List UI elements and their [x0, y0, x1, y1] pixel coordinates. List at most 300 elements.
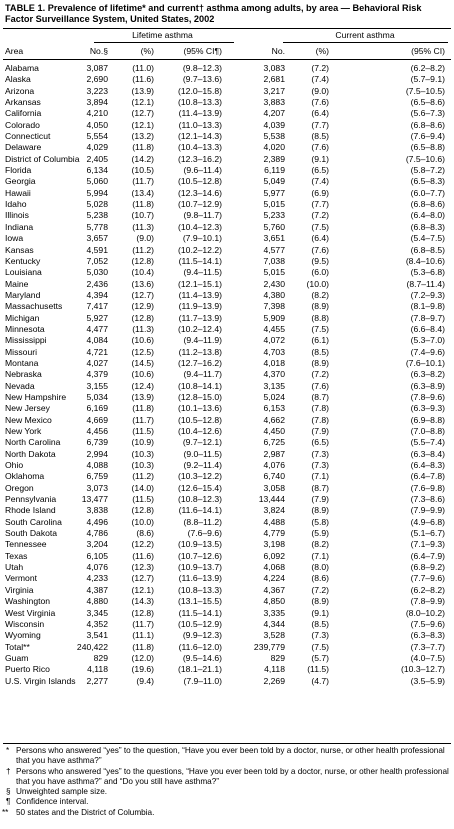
lifetime-ci-cell: (10.7–12.9) — [178, 199, 222, 210]
lifetime-no-cell: 4,669 — [86, 414, 108, 425]
lifetime-ci-cell: (10.4–12.6) — [178, 426, 222, 436]
lifetime-no-cell: 2,405 — [86, 153, 108, 164]
current-pct-cell: (8.2) — [311, 539, 329, 550]
lifetime-ci-cell: (11.5–14.1) — [178, 255, 222, 266]
area-cell: Oregon — [5, 482, 34, 493]
current-no-cell: 5,015 — [263, 267, 285, 278]
area-cell: Michigan — [5, 312, 40, 323]
current-no-cell: 4,370 — [263, 369, 285, 380]
current-pct-cell: (7.9) — [311, 426, 329, 436]
lifetime-ci-cell: (10.5–12.8) — [178, 176, 222, 187]
lifetime-pct-cell: (12.7) — [131, 289, 154, 300]
lifetime-ci-cell: (18.1–21.1) — [178, 664, 222, 675]
footnote-mark: * — [6, 746, 10, 755]
table-row — [0, 494, 454, 505]
area-cell: New Jersey — [5, 403, 50, 414]
table-row — [0, 154, 454, 165]
table-row — [0, 267, 454, 278]
lifetime-pct-cell: (11.8) — [132, 403, 154, 414]
area-cell: Delaware — [5, 142, 42, 153]
table-title: TABLE 1. Prevalence of lifetime* and current† asthma among adults, by area — Behavioral Risk Factor Surveillance System, United States, 2002 — [5, 3, 422, 24]
lifetime-no-cell: 13,477 — [81, 494, 108, 505]
current-ci-cell: (6.8–8.6) — [410, 119, 445, 130]
current-ci-cell: (7.6–9.8) — [410, 482, 445, 493]
area-cell: Illinois — [5, 210, 29, 221]
table-row — [0, 528, 454, 539]
current-ci-cell: (5.4–7.5) — [410, 233, 445, 244]
lifetime-no-cell: 7,052 — [86, 255, 108, 266]
lifetime-ci-cell: (10.8–14.1) — [178, 380, 222, 391]
lifetime-pct-cell: (13.4) — [131, 187, 154, 198]
current-ci-cell: (8.4–10.6) — [405, 255, 445, 266]
current-pct-cell: (7.3) — [311, 630, 329, 641]
group-rule-lifetime — [94, 42, 234, 43]
table-row — [0, 313, 454, 324]
current-pct-cell: (6.5) — [311, 165, 329, 176]
current-no-cell: 4,703 — [263, 346, 285, 357]
current-no-cell: 4,450 — [263, 426, 285, 436]
current-no-cell: 4,662 — [263, 414, 285, 425]
area-cell: Guam — [5, 652, 29, 663]
area-cell: Tennessee — [5, 539, 47, 550]
lifetime-pct-cell: (10.3) — [131, 448, 154, 459]
lifetime-no-cell: 5,060 — [86, 176, 108, 187]
area-cell: Montana — [5, 357, 39, 368]
current-pct-cell: (6.9) — [311, 187, 329, 198]
table-row — [0, 415, 454, 426]
area-cell: New York — [5, 426, 42, 436]
current-pct-cell: (9.1) — [311, 607, 329, 618]
current-no-cell: 3,058 — [263, 482, 285, 493]
lifetime-no-cell: 4,394 — [86, 289, 108, 300]
current-pct-cell: (8.6) — [311, 573, 329, 584]
current-ci-cell: (8.1–9.8) — [410, 301, 445, 312]
current-ci-cell: (6.2–8.2) — [410, 584, 445, 595]
current-pct-cell: (8.2) — [311, 289, 329, 300]
area-cell: Maryland — [5, 289, 41, 300]
lifetime-ci-cell: (12.3–16.2) — [178, 153, 222, 164]
footnote — [6, 746, 450, 767]
lifetime-no-cell: 4,088 — [86, 460, 108, 471]
lifetime-ci-cell: (12.3–14.6) — [178, 187, 222, 198]
lifetime-ci-cell: (10.2–12.2) — [178, 244, 222, 255]
table-row — [0, 619, 454, 630]
lifetime-pct-cell: (13.6) — [131, 278, 154, 289]
lifetime-no-cell: 829 — [93, 652, 108, 663]
lifetime-pct-cell: (10.6) — [131, 335, 154, 346]
area-cell: Kentucky — [5, 255, 41, 266]
current-no-cell: 4,455 — [263, 323, 285, 334]
current-ci-cell: (7.3–7.7) — [410, 641, 445, 652]
lifetime-no-cell: 3,155 — [86, 380, 108, 391]
current-no-cell: 3,335 — [263, 607, 285, 618]
current-pct-cell: (7.8) — [311, 403, 329, 414]
current-pct-cell: (7.2) — [311, 369, 329, 380]
lifetime-pct-cell: (12.8) — [131, 255, 154, 266]
lifetime-ci-cell: (12.0–15.8) — [178, 85, 222, 96]
area-cell: Washington — [5, 596, 51, 607]
header-pct-current: (%) — [315, 46, 329, 56]
current-ci-cell: (7.5–10.5) — [405, 85, 445, 96]
lifetime-pct-cell: (11.7) — [132, 618, 154, 629]
current-ci-cell: (6.3–9.3) — [410, 403, 445, 414]
footnote — [2, 807, 450, 818]
current-no-cell: 4,488 — [263, 516, 285, 527]
table-row — [0, 63, 454, 74]
area-cell: Iowa — [5, 233, 24, 244]
table-row — [0, 608, 454, 619]
current-no-cell: 7,398 — [263, 301, 285, 312]
current-no-cell: 6,725 — [263, 437, 285, 448]
current-pct-cell: (7.3) — [311, 460, 329, 471]
lifetime-no-cell: 5,994 — [86, 187, 108, 198]
lifetime-pct-cell: (11.2) — [132, 244, 154, 255]
current-no-cell: 829 — [270, 652, 285, 663]
lifetime-no-cell: 4,880 — [86, 596, 108, 607]
current-ci-cell: (7.5–9.6) — [410, 618, 445, 629]
lifetime-no-cell: 4,721 — [86, 346, 108, 357]
lifetime-no-cell: 3,073 — [86, 482, 108, 493]
current-no-cell: 2,269 — [263, 675, 285, 686]
current-ci-cell: (7.0–8.8) — [410, 426, 445, 436]
current-no-cell: 5,538 — [263, 131, 285, 142]
area-cell: Indiana — [5, 221, 34, 232]
table-row — [0, 279, 454, 290]
current-pct-cell: (7.1) — [311, 550, 329, 561]
current-no-cell: 3,824 — [263, 505, 285, 516]
lifetime-pct-cell: (11.1) — [132, 630, 154, 641]
lifetime-ci-cell: (11.7–13.9) — [178, 312, 222, 323]
current-no-cell: 4,039 — [263, 119, 285, 130]
current-ci-cell: (7.6–9.4) — [410, 131, 445, 142]
lifetime-no-cell: 3,087 — [86, 63, 108, 73]
area-cell: Kansas — [5, 244, 34, 255]
current-pct-cell: (6.1) — [311, 335, 329, 346]
current-pct-cell: (8.0) — [311, 562, 329, 573]
current-no-cell: 3,083 — [263, 63, 285, 73]
table-row — [0, 381, 454, 392]
lifetime-pct-cell: (12.1) — [131, 119, 154, 130]
table-row — [0, 483, 454, 494]
lifetime-no-cell: 3,894 — [86, 97, 108, 108]
current-no-cell: 13,444 — [258, 494, 285, 505]
current-pct-cell: (8.7) — [311, 391, 329, 402]
current-pct-cell: (8.5) — [311, 618, 329, 629]
lifetime-no-cell: 5,028 — [86, 199, 108, 210]
current-ci-cell: (6.4–8.3) — [410, 460, 445, 471]
area-cell: Ohio — [5, 460, 24, 471]
current-pct-cell: (5.7) — [311, 652, 329, 663]
lifetime-ci-cell: (11.4–13.9) — [178, 108, 222, 119]
current-pct-cell: (7.5) — [311, 641, 329, 652]
lifetime-no-cell: 3,541 — [86, 630, 108, 641]
lifetime-ci-cell: (10.8–12.3) — [178, 494, 222, 505]
current-no-cell: 4,367 — [263, 584, 285, 595]
current-pct-cell: (8.7) — [311, 482, 329, 493]
current-no-cell: 4,224 — [263, 573, 285, 584]
current-ci-cell: (6.9–8.8) — [410, 414, 445, 425]
current-no-cell: 6,153 — [263, 403, 285, 414]
table-row — [0, 358, 454, 369]
current-no-cell: 4,207 — [263, 108, 285, 119]
table-row — [0, 86, 454, 97]
table-row — [0, 165, 454, 176]
current-no-cell: 5,233 — [263, 210, 285, 221]
current-ci-cell: (10.3–12.7) — [401, 664, 445, 675]
area-cell: South Carolina — [5, 516, 62, 527]
current-ci-cell: (7.9–9.9) — [410, 505, 445, 516]
table-row — [0, 676, 454, 687]
current-no-cell: 6,119 — [264, 165, 285, 176]
lifetime-pct-cell: (12.8) — [131, 505, 154, 516]
current-pct-cell: (7.6) — [311, 380, 329, 391]
lifetime-pct-cell: (11.5) — [132, 494, 154, 505]
lifetime-pct-cell: (10.9) — [131, 437, 154, 448]
current-ci-cell: (7.1–9.3) — [410, 539, 445, 550]
table-row — [0, 120, 454, 131]
lifetime-ci-cell: (9.8–12.3) — [182, 63, 222, 73]
lifetime-ci-cell: (7.6–9.6) — [187, 528, 222, 539]
lifetime-ci-cell: (12.7–16.2) — [178, 357, 222, 368]
area-cell: Georgia — [5, 176, 36, 187]
footnote-text: Persons who answered “yes” to the questions, “Have you ever been told by a doctor, nurse, or other health professional that you have asthma?” and “Do you still have asthma?” — [16, 766, 449, 786]
table-row — [0, 585, 454, 596]
lifetime-no-cell: 3,223 — [86, 85, 108, 96]
lifetime-no-cell: 4,496 — [86, 516, 108, 527]
table-row — [0, 505, 454, 516]
lifetime-ci-cell: (12.8–15.0) — [178, 391, 222, 402]
lifetime-ci-cell: (11.9–13.9) — [178, 301, 222, 312]
current-pct-cell: (8.9) — [311, 505, 329, 516]
lifetime-pct-cell: (11.8) — [132, 142, 154, 153]
current-ci-cell: (5.8–7.2) — [410, 165, 445, 176]
lifetime-pct-cell: (12.9) — [131, 301, 154, 312]
current-no-cell: 3,883 — [263, 97, 285, 108]
area-cell: Arizona — [5, 85, 35, 96]
lifetime-no-cell: 3,657 — [86, 233, 108, 244]
lifetime-ci-cell: (10.9–13.7) — [178, 562, 222, 573]
table-row — [0, 449, 454, 460]
table-row — [0, 176, 454, 187]
current-no-cell: 4,344 — [263, 618, 285, 629]
area-cell: Rhode Island — [5, 505, 56, 516]
footnote-text: Confidence interval. — [16, 797, 89, 807]
current-ci-cell: (6.0–7.7) — [410, 187, 445, 198]
current-ci-cell: (6.8–9.2) — [410, 562, 445, 573]
lifetime-ci-cell: (9.9–12.3) — [182, 630, 222, 641]
lifetime-pct-cell: (13.2) — [131, 131, 154, 142]
group-header-lifetime: Lifetime asthma — [132, 30, 193, 40]
lifetime-pct-cell: (13.9) — [131, 391, 154, 402]
current-ci-cell: (5.3–6.8) — [410, 267, 445, 278]
current-ci-cell: (7.5–10.6) — [405, 153, 445, 164]
footnote-text: 50 states and the District of Columbia. — [16, 807, 155, 817]
table-row — [0, 437, 454, 448]
table-row — [0, 347, 454, 358]
current-no-cell: 4,850 — [263, 596, 285, 607]
lifetime-ci-cell: (13.1–15.5) — [178, 596, 222, 607]
lifetime-no-cell: 4,210 — [86, 108, 108, 119]
table-row — [0, 324, 454, 335]
table-row — [0, 233, 454, 244]
current-no-cell: 6,092 — [263, 550, 285, 561]
lifetime-no-cell: 240,422 — [76, 641, 108, 652]
table-row — [0, 403, 454, 414]
lifetime-pct-cell: (12.7) — [131, 108, 154, 119]
lifetime-ci-cell: (12.1–15.1) — [178, 278, 222, 289]
current-pct-cell: (6.4) — [311, 108, 329, 119]
table-row — [0, 210, 454, 221]
area-cell: New Mexico — [5, 414, 52, 425]
current-ci-cell: (7.8–9.9) — [410, 596, 445, 607]
current-pct-cell: (7.5) — [311, 221, 329, 232]
table-row — [0, 199, 454, 210]
lifetime-no-cell: 4,029 — [86, 142, 108, 153]
lifetime-ci-cell: (9.2–11.4) — [183, 460, 222, 471]
current-no-cell: 5,024 — [263, 391, 285, 402]
current-pct-cell: (7.2) — [311, 63, 329, 73]
current-ci-cell: (6.3–8.2) — [410, 369, 445, 380]
area-cell: California — [5, 108, 42, 119]
area-cell: Minnesota — [5, 323, 45, 334]
current-ci-cell: (6.6–8.4) — [410, 323, 445, 334]
current-pct-cell: (9.0) — [311, 85, 329, 96]
header-rule — [3, 59, 451, 60]
current-ci-cell: (6.5–8.3) — [410, 176, 445, 187]
lifetime-pct-cell: (12.7) — [131, 573, 154, 584]
current-ci-cell: (5.7–9.1) — [410, 74, 445, 85]
current-ci-cell: (7.2–9.3) — [410, 289, 445, 300]
current-no-cell: 3,528 — [263, 630, 285, 641]
table-row — [0, 369, 454, 380]
current-no-cell: 4,779 — [263, 528, 285, 539]
current-no-cell: 2,430 — [263, 278, 285, 289]
current-pct-cell: (8.9) — [311, 301, 329, 312]
lifetime-no-cell: 3,204 — [86, 539, 108, 550]
table-row — [0, 97, 454, 108]
current-ci-cell: (6.5–8.6) — [410, 97, 445, 108]
bottom-rule — [3, 743, 451, 744]
lifetime-no-cell: 5,927 — [86, 312, 108, 323]
lifetime-ci-cell: (11.6–14.1) — [178, 505, 222, 516]
lifetime-ci-cell: (9.6–11.4) — [183, 165, 222, 176]
current-ci-cell: (6.4–7.8) — [410, 471, 445, 482]
lifetime-no-cell: 4,786 — [86, 528, 108, 539]
current-pct-cell: (7.4) — [311, 176, 329, 187]
area-cell: Virginia — [5, 584, 34, 595]
lifetime-no-cell: 4,591 — [86, 244, 108, 255]
current-pct-cell: (7.8) — [311, 414, 329, 425]
lifetime-pct-cell: (11.7) — [132, 176, 154, 187]
current-no-cell: 3,651 — [263, 233, 285, 244]
lifetime-pct-cell: (12.0) — [131, 652, 154, 663]
lifetime-no-cell: 4,084 — [86, 335, 108, 346]
table-row — [0, 245, 454, 256]
current-pct-cell: (7.4) — [311, 74, 329, 85]
table-row — [0, 517, 454, 528]
current-no-cell: 5,049 — [263, 176, 285, 187]
current-pct-cell: (10.0) — [306, 278, 329, 289]
lifetime-pct-cell: (11.8) — [132, 199, 154, 210]
current-ci-cell: (6.8–8.5) — [410, 244, 445, 255]
area-cell: Florida — [5, 165, 32, 176]
lifetime-no-cell: 5,030 — [86, 267, 108, 278]
lifetime-pct-cell: (11.6) — [132, 550, 154, 561]
lifetime-pct-cell: (9.0) — [136, 233, 154, 244]
lifetime-no-cell: 4,456 — [86, 426, 108, 436]
area-cell: Total** — [5, 641, 30, 652]
area-cell: New Hampshire — [5, 391, 67, 402]
lifetime-pct-cell: (14.0) — [131, 482, 154, 493]
current-no-cell: 7,038 — [263, 255, 285, 266]
area-cell: Pennsylvania — [5, 494, 57, 505]
lifetime-pct-cell: (12.8) — [131, 607, 154, 618]
area-cell: Utah — [5, 562, 24, 573]
area-cell: North Dakota — [5, 448, 56, 459]
current-ci-cell: (7.8–9.6) — [410, 391, 445, 402]
area-cell: Maine — [5, 278, 29, 289]
group-rule-current — [283, 42, 448, 43]
table-row — [0, 471, 454, 482]
area-cell: Nebraska — [5, 369, 42, 380]
current-pct-cell: (8.8) — [311, 312, 329, 323]
lifetime-no-cell: 4,379 — [86, 369, 108, 380]
current-no-cell: 4,072 — [263, 335, 285, 346]
lifetime-pct-cell: (10.3) — [131, 460, 154, 471]
lifetime-pct-cell: (11.6) — [132, 74, 154, 85]
lifetime-no-cell: 3,838 — [86, 505, 108, 516]
lifetime-pct-cell: (11.5) — [132, 426, 154, 436]
table-row — [0, 188, 454, 199]
lifetime-ci-cell: (9.4–11.9) — [183, 335, 222, 346]
current-no-cell: 4,068 — [263, 562, 285, 573]
lifetime-no-cell: 4,118 — [87, 664, 108, 675]
lifetime-pct-cell: (13.9) — [131, 85, 154, 96]
lifetime-pct-cell: (11.0) — [132, 63, 154, 73]
current-pct-cell: (7.7) — [311, 119, 329, 130]
current-pct-cell: (9.5) — [311, 255, 329, 266]
footnote-mark: ** — [2, 807, 9, 817]
header-pct-lifetime: (%) — [140, 46, 154, 56]
current-ci-cell: (5.5–7.4) — [410, 437, 445, 448]
lifetime-no-cell: 4,050 — [86, 119, 108, 130]
area-cell: Hawaii — [5, 187, 31, 198]
lifetime-ci-cell: (9.7–12.1) — [182, 437, 222, 448]
lifetime-ci-cell: (10.4–13.3) — [178, 142, 222, 153]
current-no-cell: 6,740 — [263, 471, 285, 482]
current-ci-cell: (3.5–5.9) — [410, 675, 445, 686]
lifetime-ci-cell: (9.5–14.6) — [182, 652, 222, 663]
table-row — [0, 335, 454, 346]
lifetime-no-cell: 7,417 — [86, 301, 108, 312]
area-cell: Puerto Rico — [5, 664, 50, 675]
current-pct-cell: (7.2) — [311, 210, 329, 221]
lifetime-pct-cell: (12.1) — [131, 584, 154, 595]
table-row — [0, 630, 454, 641]
lifetime-no-cell: 4,477 — [86, 323, 108, 334]
lifetime-no-cell: 5,554 — [86, 131, 108, 142]
table-row — [0, 642, 454, 653]
current-ci-cell: (6.3–8.9) — [410, 380, 445, 391]
lifetime-pct-cell: (12.2) — [131, 539, 154, 550]
lifetime-ci-cell: (10.8–13.3) — [178, 97, 222, 108]
area-cell: U.S. Virgin Islands — [5, 675, 76, 686]
lifetime-no-cell: 4,027 — [86, 357, 108, 368]
table-row — [0, 562, 454, 573]
footnote-mark: § — [6, 787, 11, 797]
lifetime-pct-cell: (12.8) — [131, 312, 154, 323]
area-cell: Wisconsin — [5, 618, 45, 629]
